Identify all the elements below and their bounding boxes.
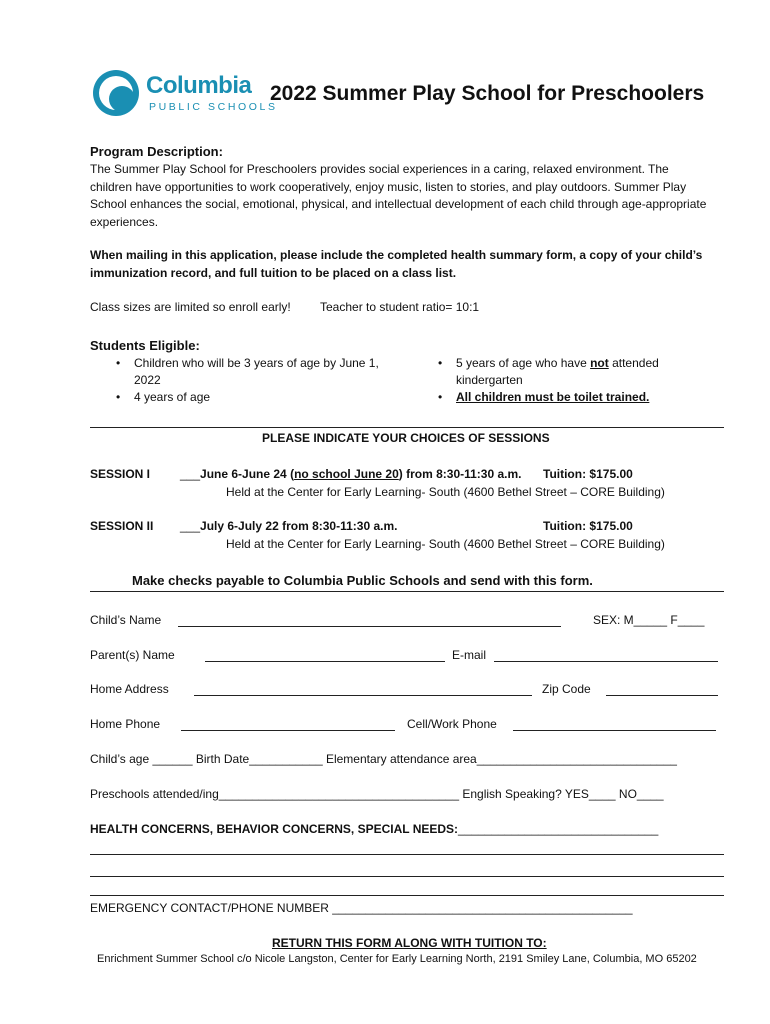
age-birthdate-area-line[interactable]: Child’s age ______ Birth Date___________ Elementary attendance area______________________________ [90,752,677,766]
list-item: • Children who will be 3 years of age by June 1, 2022 [112,355,384,389]
sex-field[interactable]: SEX: M_____ F____ [593,613,705,627]
session-2-dates[interactable]: ___July 6-July 22 from 8:30-11:30 a.m. [180,519,398,533]
list-item: • 4 years of age [112,389,402,406]
checks-note: Make checks payable to Columbia Public Schools and send with this form. [132,573,593,588]
divider [90,591,724,592]
eligible-heading: Students Eligible: [90,338,200,353]
session-2-label: SESSION II [90,519,154,533]
ratio-note: Teacher to student ratio= 10:1 [320,300,480,314]
return-address: Enrichment Summer School c/o Nicole Langston, Center for Early Learning North, 2191 Smiley Lane, Columbia, MO 65202 [97,953,697,965]
list-item: • All children must be toilet trained. [434,389,684,406]
preschools-english-line[interactable]: Preschools attended/ing____________________________________ English Speaking? YES____ NO____ [90,787,664,801]
childs-name-label: Child’s Name [90,613,162,627]
list-item: • 5 years of age who have not attended kindergarten [434,355,676,389]
class-size-note: Class sizes are limited so enroll early! [90,300,291,314]
session-1-dates[interactable]: ___June 6-June 24 (no school June 20) from 8:30-11:30 a.m. [180,467,522,481]
logo-subtitle: PUBLIC SCHOOLS [149,101,278,113]
logo-wordmark: Columbia [146,72,252,99]
session-2-tuition: Tuition: $175.00 [543,519,633,533]
return-heading: RETURN THIS FORM ALONG WITH TUITION TO: [272,936,547,950]
health-line-3[interactable] [90,895,724,896]
email-label: E-mail [452,648,487,662]
cell-phone-field[interactable] [513,730,716,731]
session-1-tuition: Tuition: $175.00 [543,467,633,481]
parents-name-field[interactable] [205,661,445,662]
cell-phone-label: Cell/Work Phone [407,717,497,731]
email-field[interactable] [494,661,718,662]
sessions-heading: PLEASE INDICATE YOUR CHOICES OF SESSIONS [262,431,550,445]
eligible-list-left [112,355,402,406]
eligible-list-right [434,355,684,406]
zip-code-field[interactable] [606,695,718,696]
divider [90,427,724,428]
page-title: 2022 Summer Play School for Preschoolers [270,82,705,105]
mailing-note: When mailing in this application, please include the completed health summary form, a copy of your child’s immunization record, and full tuition to be placed on a class list. [90,248,703,280]
home-address-field[interactable] [194,695,532,696]
description-heading: Program Description: [90,144,223,159]
home-address-label: Home Address [90,682,169,696]
health-line-2[interactable] [90,876,724,877]
home-phone-label: Home Phone [90,717,161,731]
description-text: The Summer Play School for Preschoolers provides social experiences in a caring, relaxed environment. The children have opportunities to work cooperatively, enjoy music, listen to stories, and play outdoors. Summer Play School enhances the social, emotional, physical, and intellectual development of each child through age-appropriate experiences. [90,162,707,229]
childs-name-field[interactable] [178,626,561,627]
health-concerns-label[interactable]: HEALTH CONCERNS, BEHAVIOR CONCERNS, SPECIAL NEEDS:______________________________ [90,822,659,836]
parents-name-label: Parent(s) Name [90,648,175,662]
session-1-location: Held at the Center for Early Learning- South (4600 Bethel Street – CORE Building) [226,485,665,499]
zip-code-label: Zip Code [542,682,591,696]
logo-icon [93,70,139,116]
health-line-1[interactable] [90,854,724,855]
home-phone-field[interactable] [181,730,395,731]
emergency-contact-line[interactable]: EMERGENCY CONTACT/PHONE NUMBER _____________________________________________ [90,901,633,915]
session-1-label: SESSION I [90,467,151,481]
session-2-location: Held at the Center for Early Learning- South (4600 Bethel Street – CORE Building) [226,537,665,551]
